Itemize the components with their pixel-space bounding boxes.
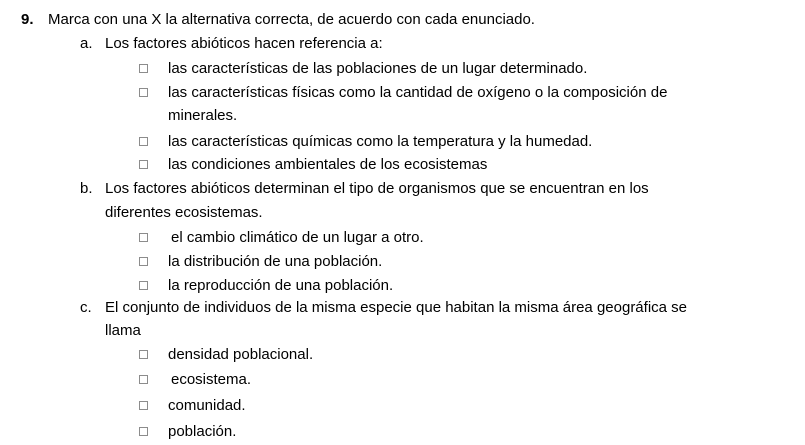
- option-c-2: ecosistema.: [171, 371, 252, 388]
- checkbox-c-2[interactable]: [139, 375, 148, 384]
- part-c-stem-line-1: El conjunto de individuos de la misma especie que habitan la misma área geográfica se: [105, 299, 688, 316]
- checkbox-b-2[interactable]: [139, 257, 148, 266]
- question-prompt: Marca con una X la alternativa correcta, de acuerdo con cada enunciado.: [48, 11, 535, 28]
- option-c-4: población.: [168, 423, 237, 440]
- option-a-2-line-2: minerales.: [168, 107, 238, 124]
- option-c-3: comunidad.: [168, 397, 246, 414]
- option-c-1: densidad poblacional.: [168, 346, 314, 363]
- option-b-3: la reproducción de una población.: [168, 277, 394, 294]
- part-c-letter: c.: [80, 299, 92, 316]
- checkbox-b-3[interactable]: [139, 281, 148, 290]
- checkbox-c-3[interactable]: [139, 401, 148, 410]
- option-b-2: la distribución de una población.: [168, 253, 383, 270]
- checkbox-c-1[interactable]: [139, 350, 148, 359]
- checkbox-c-4[interactable]: [139, 427, 148, 436]
- question-number: 9.: [21, 11, 34, 28]
- part-c-stem-line-2: llama: [105, 322, 141, 339]
- checkbox-b-1[interactable]: [139, 233, 148, 242]
- option-b-1: el cambio climático de un lugar a otro.: [171, 229, 424, 246]
- checkbox-a-2[interactable]: [139, 88, 148, 97]
- option-a-3: las características químicas como la temperatura y la humedad.: [168, 133, 593, 150]
- part-b-stem-line-1: Los factores abióticos determinan el tipo de organismos que se encuentran en los: [105, 180, 649, 197]
- part-b-letter: b.: [80, 180, 93, 197]
- option-a-1: las características de las poblaciones de un lugar determinado.: [168, 60, 588, 77]
- option-a-2-line-1: las características físicas como la cantidad de oxígeno o la composición de: [168, 84, 668, 101]
- part-a-stem: Los factores abióticos hacen referencia a:: [105, 35, 383, 52]
- checkbox-a-3[interactable]: [139, 137, 148, 146]
- part-a-letter: a.: [80, 35, 93, 52]
- part-b-stem-line-2: diferentes ecosistemas.: [105, 204, 263, 221]
- checkbox-a-4[interactable]: [139, 160, 148, 169]
- option-a-4: las condiciones ambientales de los ecosistemas: [168, 156, 488, 173]
- checkbox-a-1[interactable]: [139, 64, 148, 73]
